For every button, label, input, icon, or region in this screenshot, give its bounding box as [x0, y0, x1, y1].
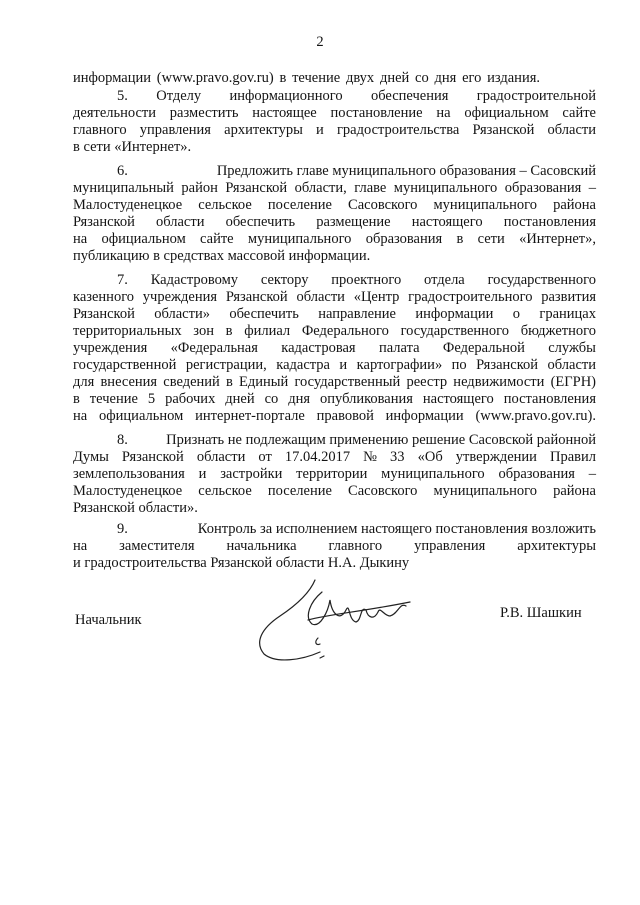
text-segment: в течение 5 рабочих дней со дня опубликования настоящего постановления: [73, 391, 596, 407]
text-segment: архитектуры: [517, 538, 596, 554]
text-line: [117, 272, 596, 288]
text-segment: Думы Рязанской области от 17.04.2017 № 33 «Об утверждении Правил: [73, 449, 596, 465]
text-segment: 6.: [117, 163, 128, 179]
text-segment: Контроль за исполнением настоящего постановления возложить: [197, 521, 596, 537]
text-line: [73, 214, 596, 230]
text-segment: проектного: [331, 272, 402, 288]
text-segment: информационного: [229, 88, 343, 104]
text-segment: Кадастровому: [150, 272, 239, 288]
page-number: 2: [316, 34, 324, 50]
text-segment: начальника: [226, 538, 297, 554]
text-segment: заместителя: [119, 538, 195, 554]
text-segment: Рязанской области».: [73, 500, 198, 516]
text-segment: управления: [414, 538, 486, 554]
text-segment: отдела: [424, 272, 465, 288]
text-line: [73, 248, 370, 264]
text-segment: муниципальный район Рязанской области, главе муниципального образования –: [73, 180, 596, 196]
text-segment: градостроительной: [476, 88, 596, 104]
handwritten-signature: [250, 572, 440, 672]
text-segment: главного: [328, 538, 383, 554]
text-line: [73, 105, 596, 121]
text-line: [73, 500, 198, 516]
text-segment: 8.: [117, 432, 128, 448]
text-segment: сектору: [260, 272, 309, 288]
text-segment: на официальном сайте муниципального образования в сети «Интернет»,: [73, 231, 596, 247]
text-segment: учреждения: [73, 340, 148, 356]
text-line: [73, 70, 540, 86]
text-line: [73, 139, 191, 155]
text-segment: и градостроительства Рязанской области Н.А. Дыкину: [73, 555, 410, 571]
text-line: [117, 521, 596, 537]
text-segment: палата: [378, 340, 420, 356]
text-line: [73, 374, 596, 390]
text-line: [73, 408, 596, 424]
text-segment: государственной регистрации, кадастра и картографии» по Рязанской области: [73, 357, 596, 373]
text-segment: службы: [548, 340, 596, 356]
text-segment: казенного учреждения Рязанской области «Центр градостроительного развития: [73, 289, 596, 305]
text-segment: Рязанской области обеспечить размещение настоящего постановления: [73, 214, 596, 230]
text-segment: землепользования и застройки территории муниципального образования –: [73, 466, 596, 482]
text-segment: на официальном интернет-портале правовой информации (www.pravo.gov.ru).: [73, 408, 596, 424]
text-segment: Предложить главе муниципального образования – Сасовский: [216, 163, 596, 179]
text-segment: Малостуденецкое сельское поселение Сасовского муниципального района: [73, 483, 596, 499]
text-line: [73, 483, 596, 499]
text-line: [73, 122, 596, 138]
text-segment: публикацию в средствах массовой информации.: [73, 248, 371, 264]
text-line: [73, 289, 596, 305]
text-line: [73, 306, 596, 322]
text-segment: 5.: [117, 88, 128, 104]
text-segment: обеспечения: [370, 88, 449, 104]
text-segment: Рязанской области» обеспечить направление информации о границах: [73, 306, 596, 322]
text-segment: деятельности разместить настоящее постановление на официальном сайте: [73, 105, 596, 121]
text-segment: Признать не подлежащим применению решение Сасовской районной: [166, 432, 596, 448]
text-line: [73, 323, 596, 339]
text-line: [117, 432, 596, 448]
text-line: [73, 538, 596, 554]
text-line: [117, 88, 596, 104]
text-segment: территориальных зон в филиал Федерального государственного бюджетного: [73, 323, 596, 339]
text-line: [73, 391, 596, 407]
text-segment: Малостуденецкое сельское поселение Сасовского муниципального района: [73, 197, 596, 213]
text-line: [117, 163, 596, 179]
text-segment: в сети «Интернет».: [73, 139, 192, 155]
text-segment: для внесения сведений в Единый государственный реестр недвижимости (ЕГРН): [73, 374, 596, 390]
text-segment: на: [73, 538, 88, 554]
text-line: [73, 231, 596, 247]
text-line: [73, 357, 596, 373]
text-segment: государственного: [487, 272, 596, 288]
text-segment: Федеральной: [442, 340, 525, 356]
text-segment: Отделу: [156, 88, 202, 104]
text-segment: 9.: [117, 521, 128, 537]
text-line: [73, 197, 596, 213]
text-segment: кадастровая: [281, 340, 356, 356]
text-segment: «Федеральная: [170, 340, 258, 356]
signatory-name: Р.В. Шашкин: [500, 605, 582, 621]
text-line: [73, 449, 596, 465]
text-line: [73, 340, 596, 356]
text-line: [73, 466, 596, 482]
text-line: [73, 555, 409, 571]
text-segment: главного управления архитектуры и градостроительства Рязанской области: [73, 122, 596, 138]
text-line: [73, 180, 596, 196]
text-segment: 7.: [117, 272, 128, 288]
signatory-title: Начальник: [75, 612, 142, 628]
text-segment: информации (www.pravo.gov.ru) в течение двух дней со дня его издания.: [73, 70, 540, 86]
